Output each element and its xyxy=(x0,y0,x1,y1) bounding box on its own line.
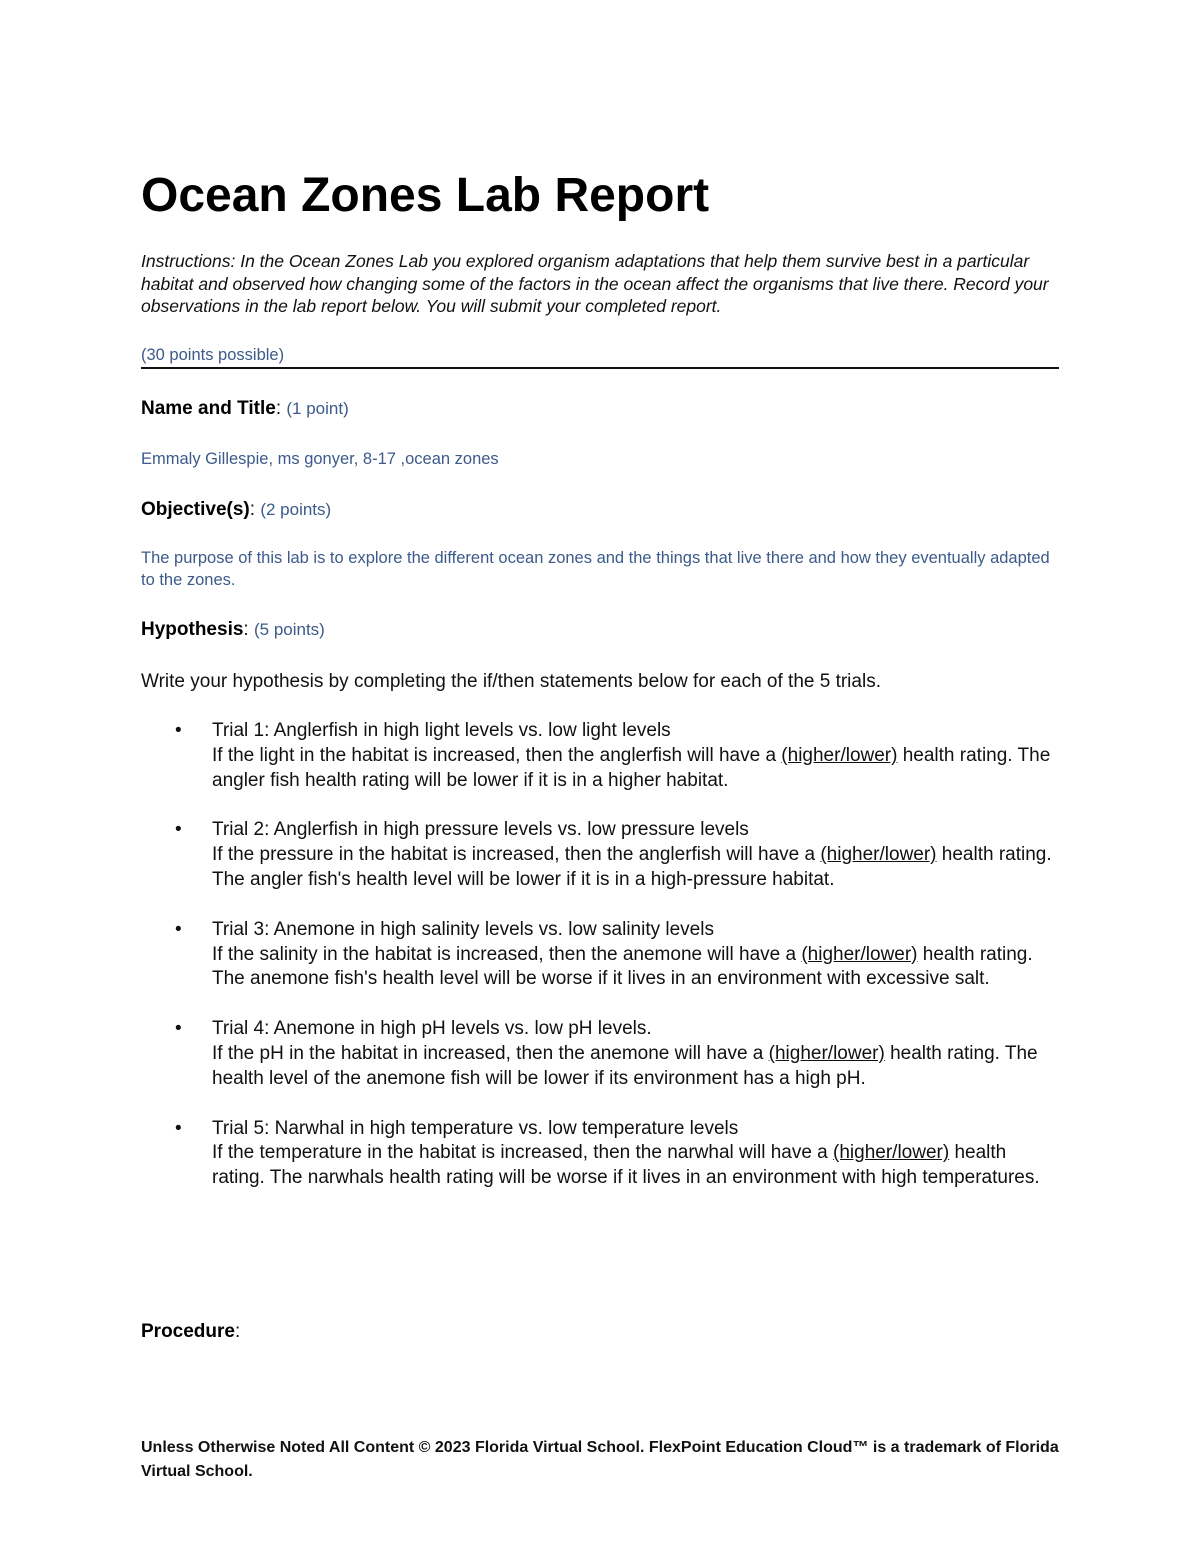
trial-item-3 xyxy=(141,918,1059,992)
statement-before: If the pressure in the habitat is increased, then the anglerfish will have a xyxy=(212,844,821,866)
trial-item-5 xyxy=(141,1117,1059,1191)
hypothesis-label: Hypothesis xyxy=(141,619,244,640)
trial-item-1 xyxy=(141,719,1059,793)
statement-after: health rating. The health level of the anemone fish will be lower if its environment has a high pH. xyxy=(212,1042,1038,1089)
trial-heading: Trial 5: Narwhal in high temperature vs. low temperature levels xyxy=(212,1117,739,1139)
bullet-icon: • xyxy=(175,720,182,741)
objectives-points: (2 points) xyxy=(260,500,332,519)
bullet-icon: • xyxy=(175,1117,182,1139)
trial-statement xyxy=(212,943,1059,993)
trial-heading: Trial 3: Anemone in high salinity levels vs. low salinity levels xyxy=(212,918,714,940)
choice-blank: (higher/lower) xyxy=(820,844,937,866)
bullet-icon: • xyxy=(175,819,182,841)
choice-blank: (higher/lower) xyxy=(768,1042,885,1064)
hypothesis-prompt: Write your hypothesis by completing the if/then statements below for each of the 5 trials. xyxy=(141,671,881,692)
name-title-colon: : xyxy=(275,398,282,419)
trial-statement xyxy=(212,1141,1059,1191)
choice-blank: (higher/lower) xyxy=(801,943,918,965)
procedure-label: Procedure xyxy=(141,1321,235,1342)
trial-heading: Trial 2: Anglerfish in high pressure levels vs. low pressure levels xyxy=(212,819,749,841)
trial-item-2 xyxy=(141,818,1059,892)
section-divider xyxy=(141,367,1059,369)
hypothesis-colon: : xyxy=(243,619,249,640)
trial-heading: Trial 1: Anglerfish in high light levels vs. low light levels xyxy=(212,720,671,741)
procedure-heading xyxy=(141,1320,240,1344)
choice-blank: (higher/lower) xyxy=(781,744,898,766)
copyright-footer: Unless Otherwise Noted All Content © 2023 Florida Virtual School. FlexPoint Education Cloud™ is a trademark of Florida Virtual School. xyxy=(141,1439,1059,1480)
choice-blank: (higher/lower) xyxy=(833,1142,950,1164)
name-title-points: (1 point) xyxy=(286,399,349,418)
trial-list xyxy=(141,719,1059,1216)
procedure-colon: : xyxy=(234,1321,241,1342)
document-page xyxy=(141,0,1059,1553)
statement-after: health rating. The angler fish's health level will be lower if it is in a high-pressure habitat. xyxy=(212,844,1052,890)
instructions-text: Instructions: In the Ocean Zones Lab you explored organism adaptations that help them survive best in a particular habitat and observed how changing some of the factors in the ocean affect the organisms that live there. Record your observations in the lab report below. You will submit your completed report. xyxy=(141,251,1049,317)
name-title-label: Name and Title xyxy=(141,398,276,419)
trial-heading: Trial 4: Anemone in high pH levels vs. low pH levels. xyxy=(212,1018,652,1040)
objectives-label: Objective(s) xyxy=(141,499,250,520)
page-title: Ocean Zones Lab Report xyxy=(141,169,710,222)
statement-before: If the light in the habitat is increased, then the anglerfish will have a xyxy=(212,744,782,766)
statement-after: health rating. The anemone fish's health level will be worse if it lives in an environment with excessive salt. xyxy=(212,943,1033,990)
statement-before: If the salinity in the habitat is increased, then the anemone will have a xyxy=(212,943,802,965)
hypothesis-heading xyxy=(141,618,325,642)
objectives-heading xyxy=(141,498,331,522)
statement-before: If the pH in the habitat in increased, then the anemone will have a xyxy=(212,1042,769,1064)
statement-before: If the temperature in the habitat is increased, then the narwhal will have a xyxy=(212,1142,834,1164)
bullet-icon: • xyxy=(175,918,182,940)
bullet-icon: • xyxy=(175,1018,182,1040)
statement-after: health rating. The angler fish health rating will be lower if it is in a higher habitat. xyxy=(212,744,1051,791)
trial-item-4 xyxy=(141,1017,1059,1091)
name-title-answer: Emmaly Gillespie, ms gonyer, 8-17 ,ocean zones xyxy=(141,450,499,468)
name-title-heading xyxy=(141,397,349,421)
objectives-answer: The purpose of this lab is to explore the different ocean zones and the things that live there and how they eventually adapted to the zones. xyxy=(141,549,1050,589)
trial-statement xyxy=(212,1042,1059,1092)
statement-after: health rating. The narwhals health rating will be worse if it lives in an environment with high temperatures. xyxy=(212,1142,1040,1189)
trial-statement xyxy=(212,843,1059,893)
hypothesis-points: (5 points) xyxy=(253,620,325,639)
objectives-colon: : xyxy=(249,499,256,520)
points-possible: (30 points possible) xyxy=(141,346,285,364)
trial-statement xyxy=(212,744,1059,794)
